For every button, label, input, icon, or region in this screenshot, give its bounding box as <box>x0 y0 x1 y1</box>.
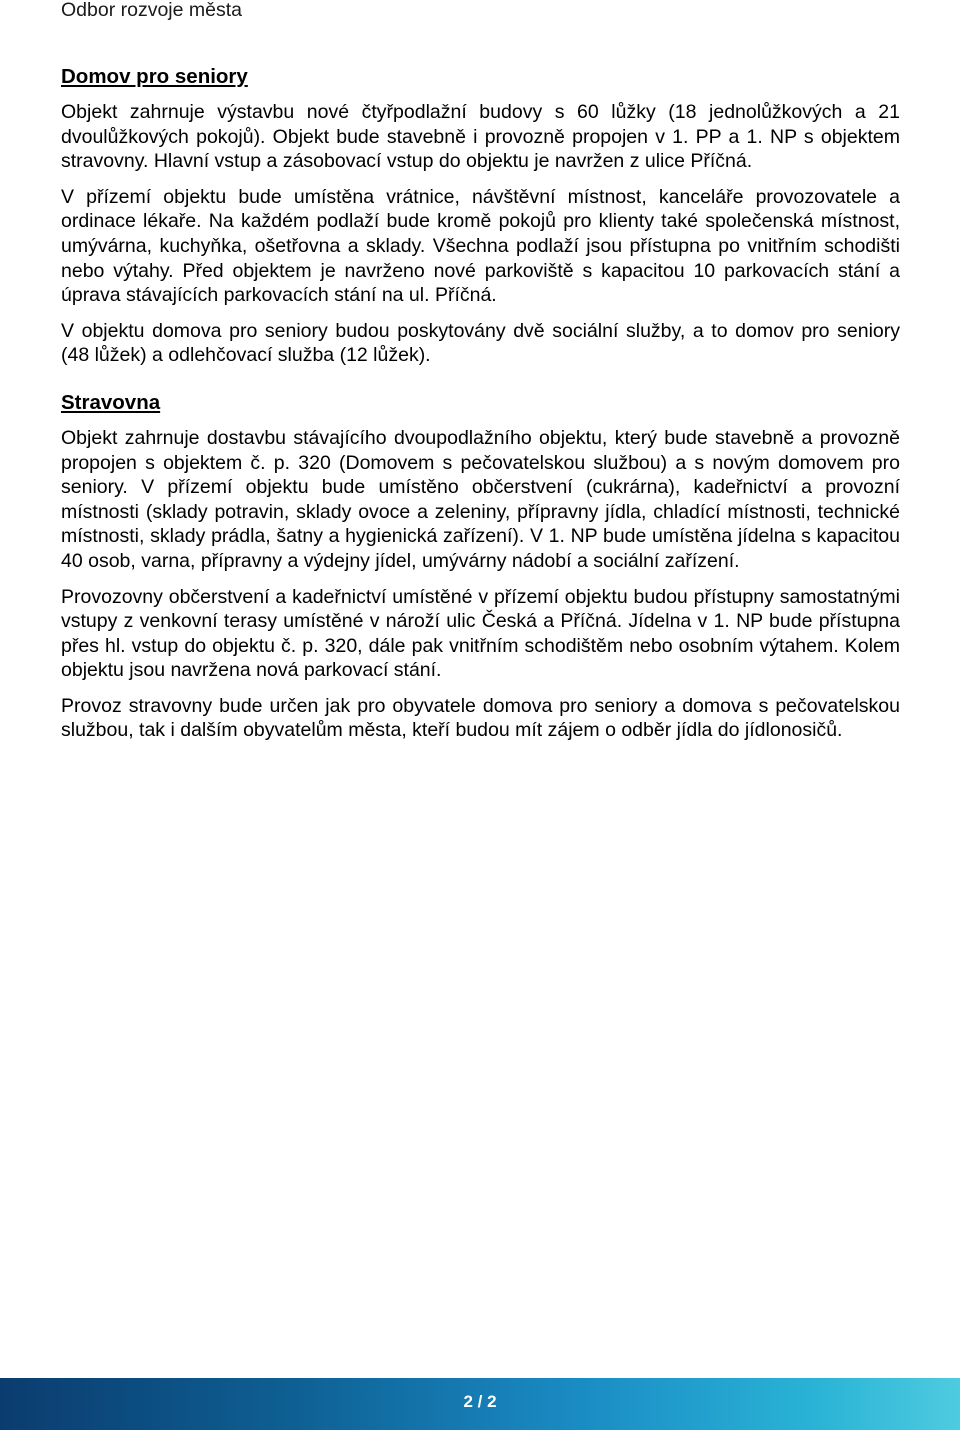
section-heading: Stravovna <box>61 390 161 414</box>
page-number: 2 / 2 <box>463 1392 497 1411</box>
section-stravovna <box>61 390 900 743</box>
section-domov-pro-seniory <box>61 64 900 368</box>
footer-bar <box>0 1378 960 1430</box>
paragraph: Provozovny občerstvení a kadeřnictví umístěné v přízemí objektu budou přístupny samostatnými vstupy z venkovní terasy umístěné v nároží ulic Česká a Příčná. Jídelna v 1. NP bude přístupna přes hl. vstup do objektu č. p. 320, dále pak vnitřním schodištěm nebo osobním výtahem. Kolem objektu jsou navržena nová parkovací stání. <box>61 585 900 682</box>
page-header-department: Odbor rozvoje města <box>61 0 242 21</box>
paragraph: Objekt zahrnuje výstavbu nové čtyřpodlažní budovy s 60 lůžky (18 jednolůžkových a 21 dvoulůžkových pokojů). Objekt bude stavebně i provozně propojen v 1. PP a 1. NP s objektem stravovny. Hlavní vstup a zásobovací vstup do objektu je navržen z ulice Příčná. <box>61 101 900 173</box>
paragraph: Objekt zahrnuje dostavbu stávajícího dvoupodlažního objektu, který bude stavebně a provozně propojen s objektem č. p. 320 (Domovem s pečovatelskou službou) a s novým domovem pro seniory. V přízemí objektu bude umístěno občerstvení (cukrárna), kadeřnictví a provozní místnosti (sklady potravin, sklady ovoce a zeleniny, přípravny jídla, chladící místnosti, technické místnosti, sklady prádla, šatny a hygienická zařízení). V 1. NP bude umístěna jídelna s kapacitou 40 osob, varna, přípravny a výdejny jídel, umývárny nádobí a sociální zařízení. <box>61 426 900 572</box>
section-heading: Domov pro seniory <box>61 65 248 88</box>
document-body <box>61 64 900 754</box>
paragraph: Provoz stravovny bude určen jak pro obyvatele domova pro seniory a domova s pečovatelskou službou, tak i dalším obyvatelům města, kteří budou mít zájem o odběr jídla do jídlonosičů. <box>61 694 900 742</box>
paragraph: V objektu domova pro seniory budou poskytovány dvě sociální služby, a to domov pro seniory (48 lůžek) a odlehčovací služba (12 lůžek). <box>61 319 900 367</box>
paragraph: V přízemí objektu bude umístěna vrátnice, návštěvní místnost, kanceláře provozovatele a ordinace lékaře. Na každém podlaží bude kromě pokojů pro klienty také společenská místnost, umývárna, kuchyňka, ošetřovna a sklady. Všechna podlaží jsou přístupna po vnitřním schodišti nebo výtahy. Před objektem je navrženo nové parkoviště s kapacitou 10 parkovacích stání a úprava stávajících parkovacích stání na ul. Příčná. <box>61 185 900 307</box>
